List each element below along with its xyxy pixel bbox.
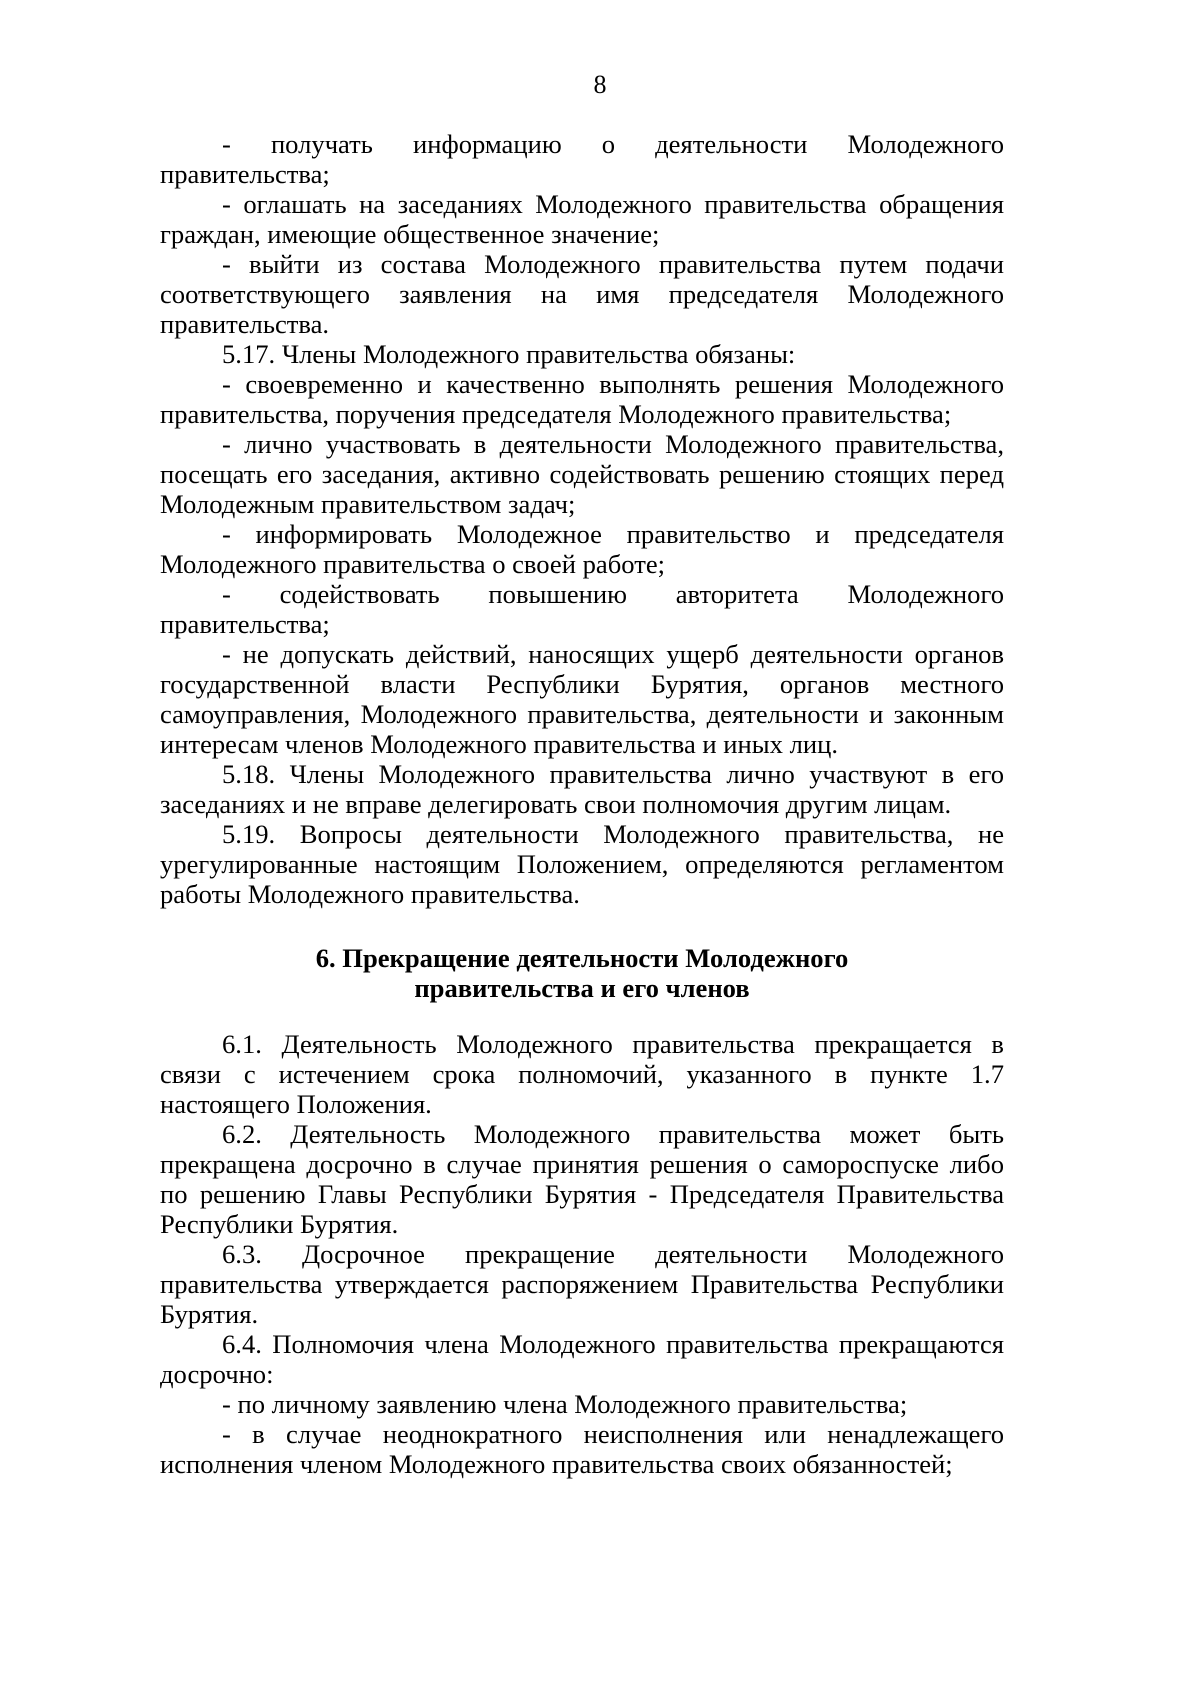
- paragraph: 6.3. Досрочное прекращение деятельности Молодежного правительства утверждается распоряжением Правительства Республики Бурятия.: [160, 1239, 1004, 1329]
- paragraph: - в случае неоднократного неисполнения или ненадлежащего исполнения членом Молодежного правительства своих обязанностей;: [160, 1419, 1004, 1479]
- section-heading: [160, 943, 1004, 1003]
- paragraph: - не допускать действий, наносящих ущерб деятельности органов государственной власти Республики Бурятия, органов местного самоуправления, Молодежного правительства, деятельности и законным интересам членов Молодежного правительства и иных лиц.: [160, 639, 1004, 759]
- paragraph: 6.1. Деятельность Молодежного правительства прекращается в связи с истечением срока полномочий, указанного в пункте 1.7 настоящего Положения.: [160, 1029, 1004, 1119]
- paragraph: 5.18. Члены Молодежного правительства лично участвуют в его заседаниях и не вправе делегировать свои полномочия другим лицам.: [160, 759, 1004, 819]
- paragraph: 5.19. Вопросы деятельности Молодежного правительства, не урегулированные настоящим Положением, определяются регламентом работы Молодежного правительства.: [160, 819, 1004, 909]
- section-heading-line: 6. Прекращение деятельности Молодежного: [315, 943, 849, 973]
- termination-section: [160, 1029, 1004, 1479]
- paragraph: - по личному заявлению члена Молодежного правительства;: [222, 1389, 908, 1419]
- paragraph: 5.17. Члены Молодежного правительства обязаны:: [222, 339, 796, 369]
- paragraph: 6.4. Полномочия члена Молодежного правительства прекращаются досрочно:: [160, 1329, 1004, 1389]
- paragraph: - своевременно и качественно выполнять решения Молодежного правительства, поручения председателя Молодежного правительства;: [160, 369, 1004, 429]
- paragraph: - лично участвовать в деятельности Молодежного правительства, посещать его заседания, активно содействовать решению стоящих перед Молодежным правительством задач;: [160, 429, 1004, 519]
- paragraph: - получать информацию о деятельности Молодежного правительства;: [160, 129, 1004, 189]
- paragraph: - информировать Молодежное правительство и председателя Молодежного правительства о своей работе;: [160, 519, 1004, 579]
- paragraph: - содействовать повышению авторитета Молодежного правительства;: [160, 579, 1004, 639]
- page-number: 8: [593, 70, 607, 99]
- section-heading-line: правительства и его членов: [414, 973, 750, 1003]
- paragraph: - выйти из состава Молодежного правительства путем подачи соответствующего заявления на имя председателя Молодежного правительства.: [160, 249, 1004, 339]
- paragraph: 6.2. Деятельность Молодежного правительства может быть прекращена досрочно в случае принятия решения о самороспуске либо по решению Главы Республики Бурятия - Председателя Правительства Республики Бурятия.: [160, 1119, 1004, 1239]
- rights-duties-section: [160, 129, 1004, 909]
- paragraph: - оглашать на заседаниях Молодежного правительства обращения граждан, имеющие общественное значение;: [160, 189, 1004, 249]
